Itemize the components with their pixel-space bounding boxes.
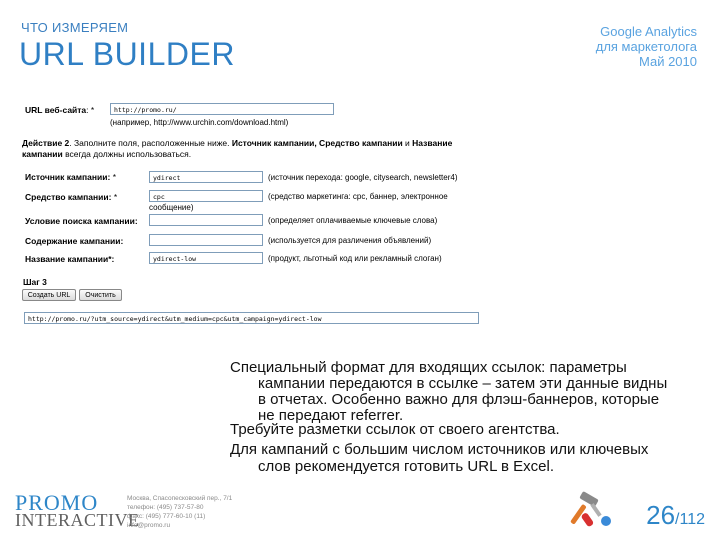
campaign-content-input[interactable] [149,234,263,246]
campaign-medium-input[interactable]: cpc [149,190,263,202]
brand-block [596,24,697,69]
field-hint-content: (используется для различения объявлений) [268,236,432,245]
result-url-field[interactable]: http://promo.ru/?utm_source=ydirect&utm_medium=cpc&utm_campaign=ydirect-low [24,312,479,324]
field-hint-source: (источник перехода: google, citysearch, newsletter4) [268,173,458,182]
para-1-line-1: Специальный формат для входящих ссылок: параметры [230,359,627,376]
para-3-line-1: Для кампаний с большим числом источников или ключевых [230,441,649,458]
field-label-term: Условие поиска кампании: [25,216,138,226]
step2-text: . Заполните поля, расположенные ниже. [69,138,232,148]
field-label-medium: Средство кампании: * [25,192,118,202]
brand-line-product: Google Analytics [600,24,697,39]
para-3-line-2: слов рекомендуется готовить URL в Excel. [258,458,555,475]
field-hint-name: (продукт, льготный код или рекламный слоган) [268,254,442,263]
logo-interactive: INTERACTIVE [15,510,140,530]
campaign-name-input[interactable]: ydirect-low [149,252,263,264]
slide-title: URL BUILDER [19,36,235,72]
campaign-source-input[interactable]: ydirect [149,171,263,183]
site-url-input[interactable]: http://promo.ru/ [110,103,334,115]
section-label: ЧТО ИЗМЕРЯЕМ [21,20,129,35]
step2-title: Действие 2 [22,138,70,148]
field-label-name: Название кампании*: [25,254,115,264]
page-number [646,500,705,531]
page-current: 26 [646,500,676,530]
create-url-button[interactable]: Создать URL [22,289,76,301]
para-1-line-2: кампании передаются в ссылке – затем эти данные видны [258,375,668,392]
brand-line-date: Май 2010 [639,54,697,69]
field-hint-medium-cont: сообщение) [149,203,194,212]
step2-instructions [22,138,482,160]
para-2: Требуйте разметки ссылок от своего агентства. [230,421,560,438]
step3-title: Шаг 3 [23,277,47,287]
logo-promo: PROMO [15,490,99,515]
campaign-term-input[interactable] [149,214,263,226]
site-url-example: (например, http://www.urchin.com/download.html) [110,118,289,127]
para-1-line-4: не передают referrer. [258,407,404,424]
step2-and: и [402,138,413,148]
contact-fax: факс: (495) 777-60-10 (11) [127,513,206,520]
step2-emph2: Название кампании [22,138,453,159]
site-url-label: URL веб-сайта: * [25,105,95,115]
contact-address: Москва, Спасопесковский пер., 7/1 [127,495,233,502]
step2-emph: Источник кампании, Средство кампании [231,138,403,148]
brand-line-audience: для маркетолога [595,39,697,54]
url-builder-form [16,98,486,330]
contact-info [127,494,232,530]
field-label-source: Источник кампании: * [25,172,117,182]
tools-icon [566,491,616,529]
contact-email: info@promo.ru [127,522,171,529]
contact-phone: телефон: (495) 737-57-80 [127,504,204,511]
clear-button[interactable]: Очистить [79,289,122,301]
step2-tail: всегда должны использоваться. [62,149,192,159]
field-hint-medium: (средство маркетинга: cpc, баннер, электронное [268,192,448,201]
field-hint-term: (определяет оплачиваемые ключевые слова) [268,216,438,225]
page-total: /112 [675,511,705,528]
field-label-content: Содержание кампании: [25,236,124,246]
para-1-line-3: в отчетах. Особенно важно для флэш-баннеров, которые [258,391,660,408]
